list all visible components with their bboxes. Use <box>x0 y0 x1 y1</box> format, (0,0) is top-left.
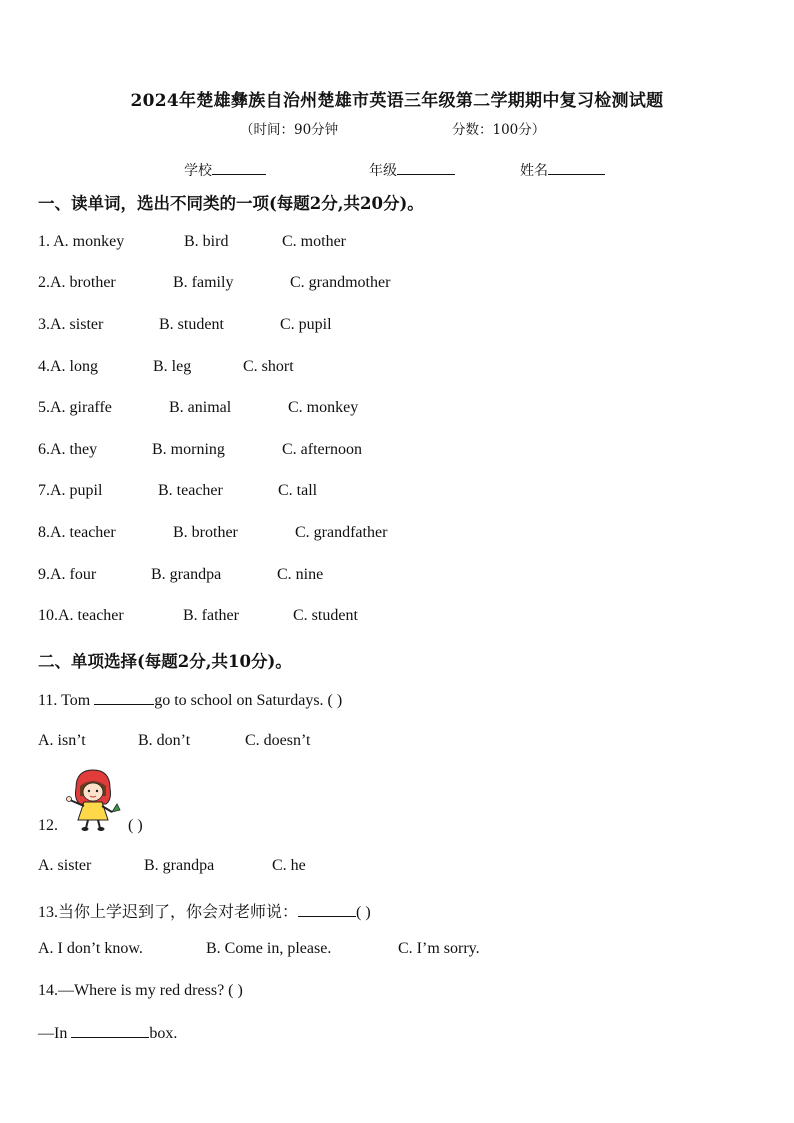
question-3 <box>38 316 538 338</box>
question-14: 14.—Where is my red dress? ( ) <box>38 982 243 999</box>
q13-answer-paren[interactable]: ( ) <box>356 904 371 921</box>
q8-option-a[interactable]: 8.A. teacher <box>38 524 116 541</box>
q3-option-b[interactable]: B. student <box>159 316 224 333</box>
q9-option-c[interactable]: C. nine <box>277 566 324 583</box>
q6-option-c[interactable]: C. afternoon <box>282 441 362 458</box>
name-field[interactable] <box>520 160 605 180</box>
q4-option-b[interactable]: B. leg <box>153 358 192 375</box>
q14-answer-line <box>38 1023 177 1043</box>
q1-option-a[interactable]: 1. A. monkey <box>38 233 125 250</box>
q12-number: 12. <box>38 817 58 834</box>
q5-option-a[interactable]: 5.A. giraffe <box>38 399 112 416</box>
q1-option-c[interactable]: C. mother <box>282 233 346 250</box>
q14-answer-prefix: —In <box>38 1025 72 1042</box>
q6-option-b[interactable]: B. morning <box>152 441 225 458</box>
q9-option-b[interactable]: B. grandpa <box>151 566 222 583</box>
q13-option-c[interactable]: C. I’m sorry. <box>398 940 480 957</box>
time-label: （时间：90分钟 <box>240 122 339 138</box>
q13-text: 13.当你上学迟到了，你会对老师说： <box>38 904 299 921</box>
q11-option-a[interactable]: A. isn’t <box>38 732 86 749</box>
q11-options <box>38 732 438 754</box>
q12-option-b[interactable]: B. grandpa <box>144 857 215 874</box>
q10-option-b[interactable]: B. father <box>183 607 239 624</box>
question-5 <box>38 399 538 421</box>
q11-blank[interactable] <box>94 690 154 705</box>
q4-option-c[interactable]: C. short <box>243 358 294 375</box>
question-11 <box>38 690 342 710</box>
q13-options <box>38 940 538 962</box>
question-6 <box>38 441 538 463</box>
grade-field[interactable] <box>369 160 455 180</box>
question-9 <box>38 566 538 588</box>
q10-option-c[interactable]: C. student <box>293 607 358 624</box>
q13-blank[interactable] <box>298 902 356 917</box>
q13-option-a[interactable]: A. I don’t know. <box>38 940 143 957</box>
question-13 <box>38 899 371 922</box>
q12-options <box>38 857 438 879</box>
q12-option-a[interactable]: A. sister <box>38 857 92 874</box>
q14-blank[interactable] <box>71 1023 149 1038</box>
school-field[interactable] <box>184 160 266 180</box>
q12-option-c[interactable]: C. he <box>272 857 306 874</box>
q2-option-a[interactable]: 2.A. brother <box>38 274 116 291</box>
q9-option-a[interactable]: 9.A. four <box>38 566 97 583</box>
name-blank[interactable] <box>548 160 605 175</box>
score-label: 分数：100分） <box>452 122 546 138</box>
question-4 <box>38 358 538 380</box>
q6-option-a[interactable]: 6.A. they <box>38 441 98 458</box>
question-8 <box>38 524 538 546</box>
q2-option-b[interactable]: B. family <box>173 274 234 291</box>
q2-option-c[interactable]: C. grandmother <box>290 274 391 291</box>
q5-option-c[interactable]: C. monkey <box>288 399 359 416</box>
q13-option-b[interactable]: B. Come in, please. <box>206 940 332 957</box>
page-title: 2024年楚雄彝族自治州楚雄市英语三年级第二学期期中复习检测试题 <box>130 91 664 111</box>
q8-option-c[interactable]: C. grandfather <box>295 524 388 541</box>
school-label: 学校 <box>184 163 212 179</box>
section2-heading: 二、单项选择(每题2分,共10分)。 <box>38 652 292 671</box>
question-10 <box>38 607 538 629</box>
q10-option-a[interactable]: 10.A. teacher <box>38 607 124 624</box>
q1-option-b[interactable]: B. bird <box>184 233 229 250</box>
school-blank[interactable] <box>212 160 266 175</box>
question-1 <box>38 233 538 255</box>
q3-option-c[interactable]: C. pupil <box>280 316 332 333</box>
question-2 <box>38 274 538 296</box>
q5-option-b[interactable]: B. animal <box>169 399 232 416</box>
q7-option-a[interactable]: 7.A. pupil <box>38 482 103 499</box>
q12-answer-paren[interactable]: ( ) <box>128 817 143 834</box>
section1-heading: 一、读单词，选出不同类的一项(每题2分,共20分)。 <box>38 194 424 213</box>
question-7 <box>38 482 538 504</box>
q11-option-b[interactable]: B. don’t <box>138 732 191 749</box>
girl-picture-icon <box>62 766 124 832</box>
q8-option-b[interactable]: B. brother <box>173 524 238 541</box>
name-label: 姓名 <box>520 163 548 179</box>
q3-option-a[interactable]: 3.A. sister <box>38 316 104 333</box>
q11-suffix: go to school on Saturdays. ( ) <box>154 692 343 709</box>
grade-blank[interactable] <box>397 160 455 175</box>
q11-prefix: 11. Tom <box>38 692 95 709</box>
grade-label: 年级 <box>369 163 397 179</box>
q7-option-b[interactable]: B. teacher <box>158 482 223 499</box>
q4-option-a[interactable]: 4.A. long <box>38 358 98 375</box>
q7-option-c[interactable]: C. tall <box>278 482 318 499</box>
q14-answer-suffix: box. <box>149 1025 178 1042</box>
q11-option-c[interactable]: C. doesn’t <box>245 732 311 749</box>
